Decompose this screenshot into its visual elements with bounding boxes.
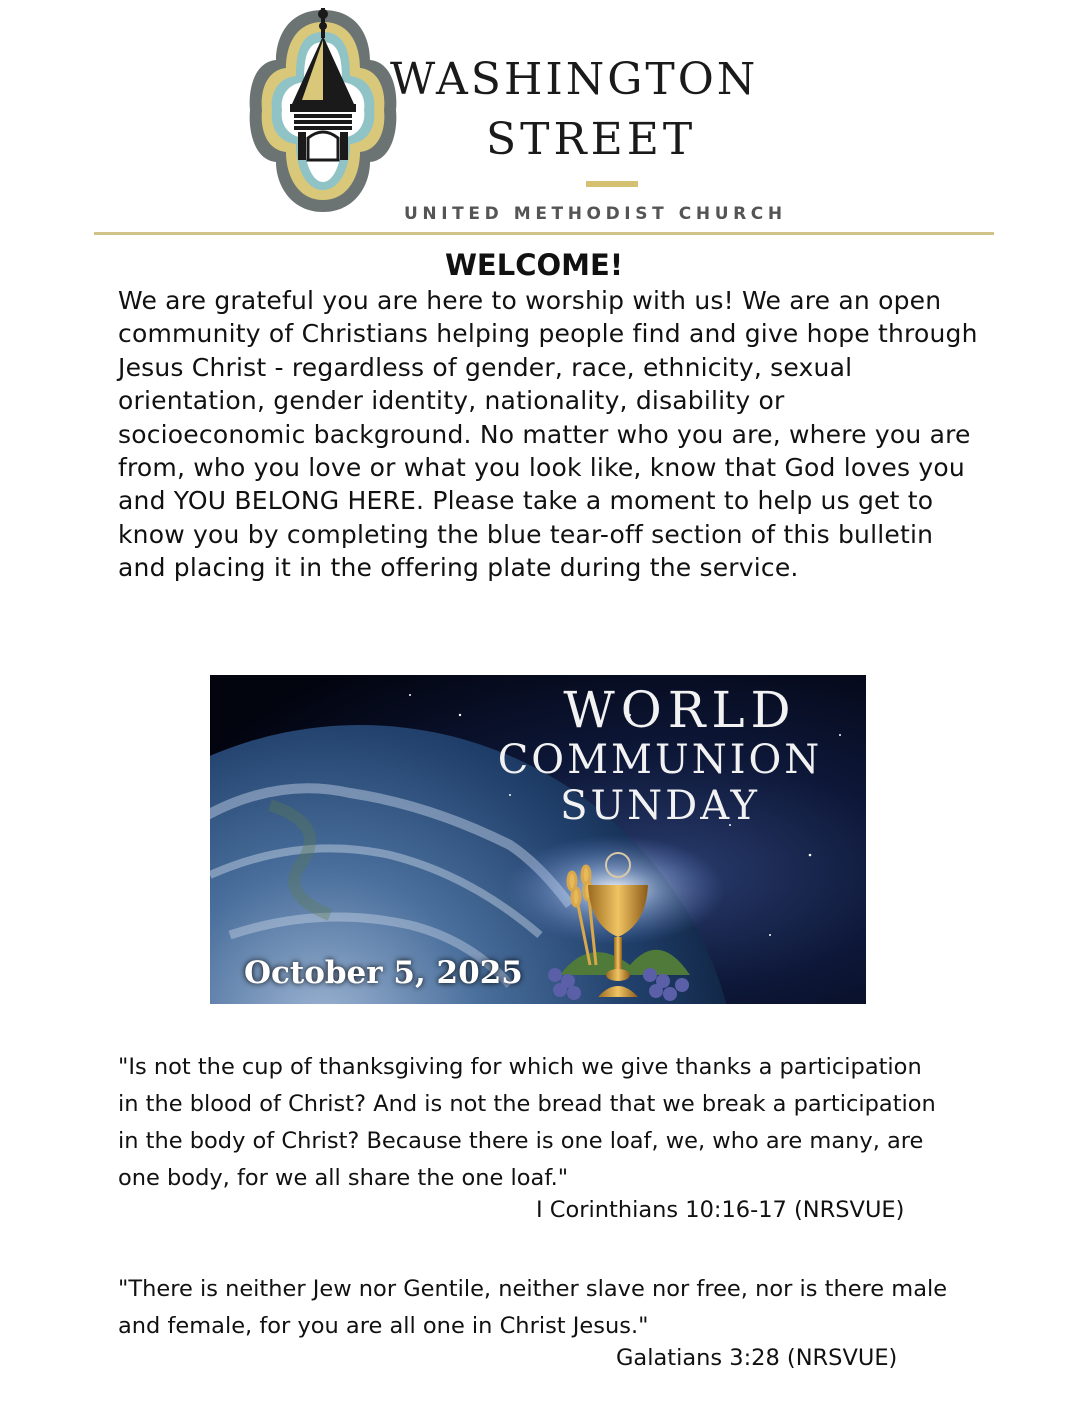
- banner-title-sunday: SUNDAY: [560, 783, 760, 829]
- church-header: [0, 0, 1088, 240]
- steeple-quatrefoil-icon: [246, 0, 400, 220]
- gold-divider: [586, 181, 638, 187]
- church-name-line1: WASHINGTON: [390, 54, 759, 105]
- banner-title-world: WORLD: [563, 681, 797, 739]
- scripture-galatians: "There is neither Jew nor Gentile, neither slave nor free, nor is there male and female, for you are all one in Christ Jesus.": [118, 1276, 948, 1339]
- world-communion-banner: [210, 675, 866, 1004]
- scripture-reference-corinthians: I Corinthians 10:16-17 (NRSVUE): [536, 1197, 905, 1223]
- scripture-corinthians: "Is not the cup of thanksgiving for which we give thanks a participation in the blood of Christ? And is not the bread that we break a participation in the body of Christ? Because there is one loaf, we, who are many, are one body, for we all share the one loaf.": [118, 1054, 936, 1191]
- welcome-body: We are grateful you are here to worship with us! We are an open community of Christians helping people find and give hope through Jesus Christ - regardless of gender, race, ethnicity, sexual orientation, gender identity, nationality, disability or socioeconomic background. No matter who you are, where you are from, who you love or what you look like, know that God loves you and YOU BELONG HERE. Please take a moment to help us get to know you by completing the blue tear-off section of this bulletin and placing it in the offering plate during the service.: [118, 286, 978, 583]
- church-name-line2: STREET: [486, 114, 697, 165]
- banner-title-communion: COMMUNION: [497, 737, 823, 783]
- church-subtitle: UNITED METHODIST CHURCH: [404, 204, 787, 224]
- banner-date: October 5, 2025: [244, 955, 523, 991]
- scripture-reference-galatians: Galatians 3:28 (NRSVUE): [616, 1345, 898, 1371]
- welcome-heading: WELCOME!: [444, 248, 624, 282]
- header-rule: [94, 232, 994, 235]
